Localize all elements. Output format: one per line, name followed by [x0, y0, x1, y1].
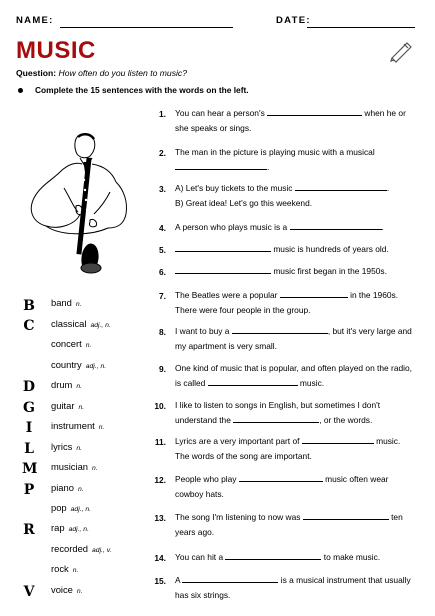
sentence-number: 5. — [159, 245, 166, 255]
sentence-1: You can hear a person's when he or she speaks or sings. — [175, 108, 406, 133]
sentence-number: 10. — [154, 401, 166, 411]
answer-blank[interactable] — [239, 473, 323, 482]
instruction: Complete the 15 sentences with the words on the left. — [35, 85, 249, 95]
sentence-number: 12. — [154, 475, 166, 485]
word-item: musician n. — [51, 461, 98, 472]
answer-blank[interactable] — [280, 289, 348, 298]
letter-r: R — [23, 522, 35, 538]
letter-i: I — [25, 420, 33, 436]
sentence-6: music first began in the 1950s. — [175, 264, 412, 279]
answer-blank[interactable] — [225, 551, 321, 560]
letter-b: B — [23, 298, 35, 314]
letter-v: V — [23, 584, 35, 600]
letter-p: P — [23, 482, 35, 498]
sentence-8: I want to buy a , but it's very large and my apartment is very small. — [175, 326, 412, 351]
date-field[interactable] — [307, 27, 415, 28]
letter-g: G — [23, 400, 35, 416]
sentence-2: The man in the picture is playing music with a musical . — [175, 147, 375, 172]
sentence-number: 2. — [159, 148, 166, 158]
sentence-10: I like to listen to songs in English, but sometimes I don't understand the , or the words. — [175, 400, 381, 425]
word-item: lyrics n. — [51, 441, 83, 452]
sentence-4: A person who plays music is a . — [175, 222, 384, 232]
answer-blank[interactable] — [232, 325, 328, 334]
answer-blank[interactable] — [208, 377, 298, 386]
name-field[interactable] — [60, 27, 233, 28]
answer-blank[interactable] — [175, 265, 271, 274]
answer-blank[interactable] — [233, 414, 319, 423]
sentence-number: 13. — [154, 513, 166, 523]
pencil-icon — [389, 40, 415, 64]
question-label: Question: — [16, 68, 57, 78]
sentence-12: People who play music often wear cowboy hats. — [175, 474, 389, 499]
answer-blank[interactable] — [290, 221, 382, 230]
word-item: concert n. — [51, 338, 92, 349]
question — [16, 68, 187, 78]
word-item: country adj., n. — [51, 359, 107, 370]
sentence-5: music is hundreds of years old. — [175, 242, 412, 257]
sentence-13: The song I'm listening to now was ten years ago. — [175, 512, 403, 537]
sentence-number: 3. — [159, 184, 166, 194]
answer-blank[interactable] — [302, 435, 374, 444]
date-label: DATE: — [276, 15, 311, 26]
word-item: instrument n. — [51, 420, 105, 431]
name-label: NAME: — [16, 15, 54, 26]
sentence-number: 4. — [159, 223, 166, 233]
sentence-number: 14. — [154, 553, 166, 563]
word-item: band n. — [51, 297, 82, 308]
answer-blank[interactable] — [267, 107, 362, 116]
answer-blank[interactable] — [303, 511, 389, 520]
word-item: pop adj., n. — [51, 502, 92, 513]
sentence-15: A is a musical instrument that usually has six strings. — [175, 575, 411, 600]
sentence-14: You can hit a to make music. — [175, 552, 381, 562]
sentence-9: One kind of music that is popular, and often played on the radio, is called music. — [175, 363, 412, 388]
clarinet-player-illustration — [20, 128, 140, 278]
page-title: MUSIC — [16, 37, 96, 64]
sentence-7: The Beatles were a popular in the 1960s. There were four people in the group. — [175, 290, 399, 315]
sentence-number: 9. — [159, 364, 166, 374]
word-item: voice n. — [51, 584, 83, 595]
sentence-11: Lyrics are a very important part of music. The words of the song are important. — [175, 436, 401, 461]
answer-blank[interactable] — [175, 161, 267, 170]
letter-m: M — [22, 461, 38, 477]
letter-c: C — [23, 318, 35, 334]
sentence-number: 6. — [159, 267, 166, 277]
sentence-number: 1. — [159, 109, 166, 119]
answer-blank[interactable] — [182, 574, 278, 583]
sentence-number: 11. — [154, 437, 166, 447]
letter-d: D — [22, 379, 36, 395]
word-item: rock n. — [51, 563, 79, 574]
word-item: recorded adj., v. — [51, 543, 112, 554]
answer-blank[interactable] — [175, 243, 271, 252]
question-text: How often do you listen to music? — [58, 68, 187, 78]
answer-blank[interactable] — [295, 182, 387, 191]
letter-l: L — [24, 441, 34, 457]
sentence-3: A) Let's buy tickets to the music . B) Great idea! Let's go this weekend. — [175, 183, 390, 208]
bullet-icon — [18, 88, 23, 93]
sentence-number: 7. — [159, 291, 166, 301]
word-item: classical adj., n. — [51, 318, 111, 329]
word-item: piano n. — [51, 482, 84, 493]
word-item: drum n. — [51, 379, 83, 390]
sentence-number: 15. — [154, 576, 166, 586]
sentence-number: 8. — [159, 327, 166, 337]
word-item: guitar n. — [51, 400, 85, 411]
word-item: rap adj., n. — [51, 522, 89, 533]
